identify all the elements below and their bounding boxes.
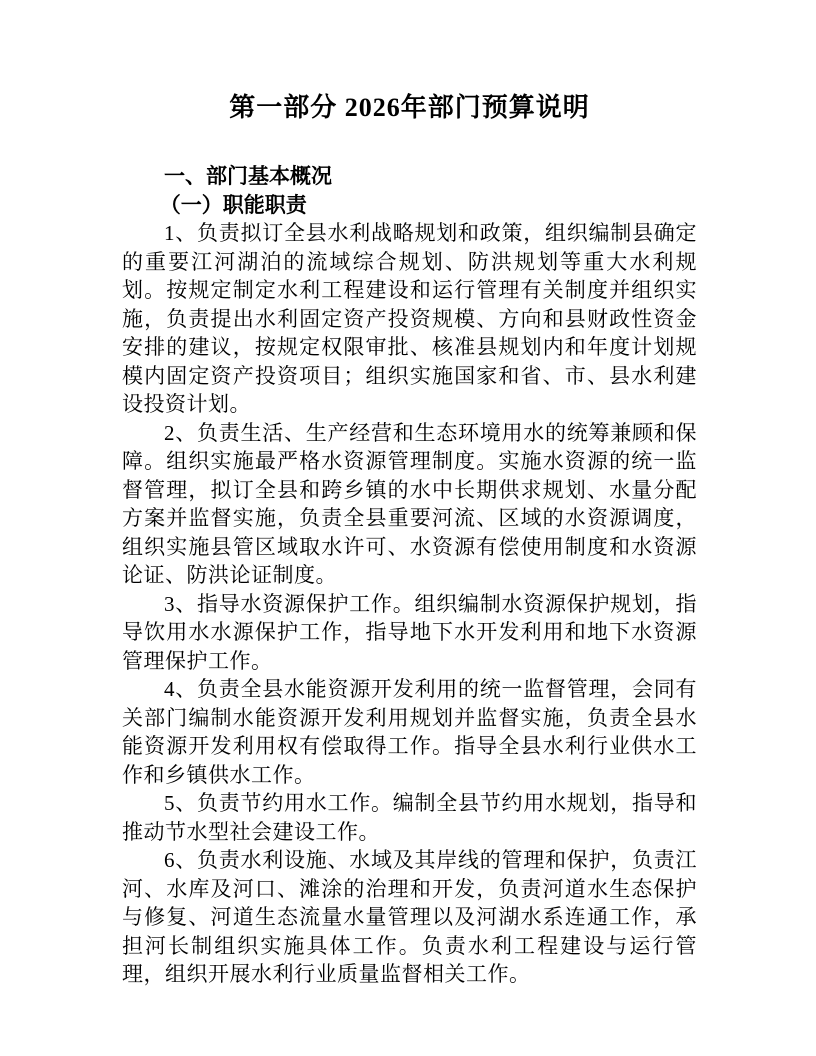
section-heading: 一、部门基本概况 <box>164 164 332 188</box>
paragraph-1: 1、负责拟订全县水利战略规划和政策，组织编制县确定的重要江河湖泊的流域综合规划、防洪规划等重大水利规划。按规定制定水利工程建设和运行管理有关制度并组织实施，负责提出水利固定资产投资规模、方向和县财政性资金安排的建议，按规定权限审批、核准县规划内和年度计划规模内固定资产投资项目；组织实施国家和省、市、县水利建设投资计划。 <box>122 221 697 416</box>
paragraph-2: 2、负责生活、生产经营和生态环境用水的统筹兼顾和保障。组织实施最严格水资源管理制度。实施水资源的统一监督管理，拟订全县和跨乡镇的水中长期供求规划、水量分配方案并监督实施，负责全县重要河流、区域的水资源调度，组织实施县管区域取水许可、水资源有偿使用制度和水资源论证、防洪论证制度。 <box>122 420 697 587</box>
document-title: 第一部分 2026年部门预算说明 <box>229 93 590 122</box>
paragraph-3: 3、指导水资源保护工作。组织编制水资源保护规划，指导饮用水水源保护工作，指导地下水开发利用和地下水资源管理保护工作。 <box>122 591 697 673</box>
subsection-heading: （一）职能职责 <box>159 192 307 217</box>
paragraph-6: 6、负责水利设施、水域及其岸线的管理和保护，负责江河、水库及河口、滩涂的治理和开发，负责河道水生态保护与修复、河道生态流量水量管理以及河湖水系连通工作，承担河长制组织实施具体工作。负责水利工程建设与运行管理，组织开展水利行业质量监督相关工作。 <box>122 848 697 986</box>
paragraph-5: 5、负责节约用水工作。编制全县节约用水规划，指导和推动节水型社会建设工作。 <box>122 791 697 844</box>
paragraph-4: 4、负责全县水能资源开发利用的统一监督管理，会同有关部门编制水能资源开发利用规划并监督实施，负责全县水能资源开发利用权有偿取得工作。指导全县水利行业供水工作和乡镇供水工作。 <box>122 677 697 787</box>
